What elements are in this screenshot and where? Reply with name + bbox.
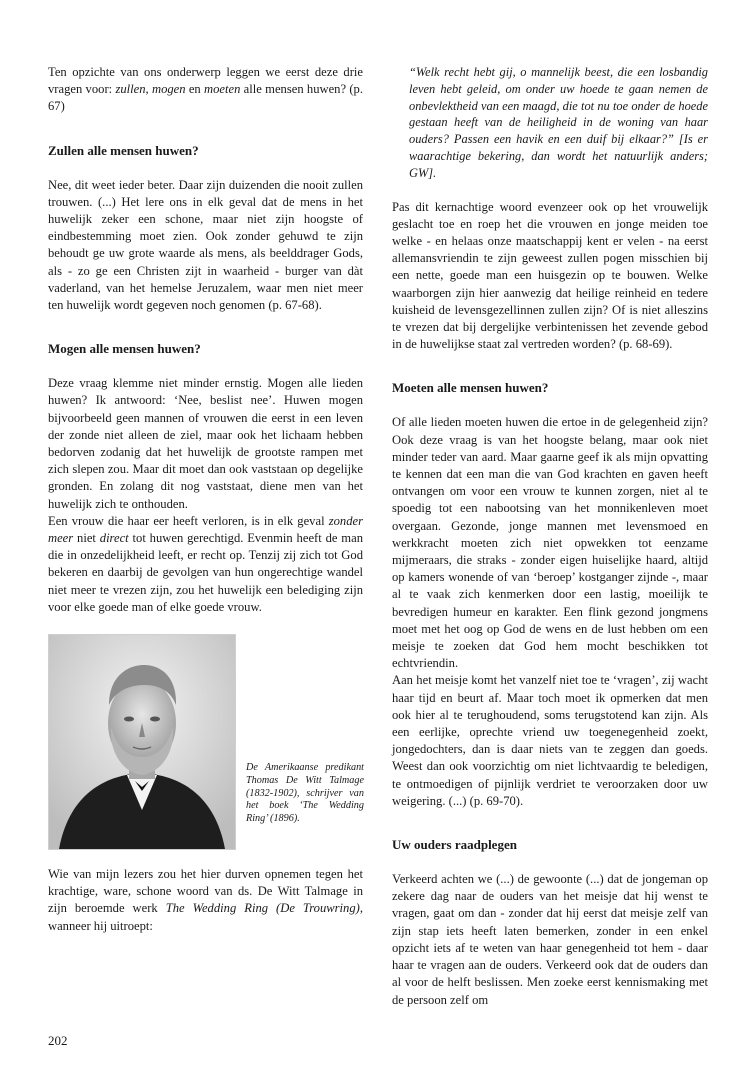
paragraph-moeten-2: Aan het meisje komt het vanzelf niet toe te ‘vragen’, zij wacht haar tijd en beurt af. Maar toch moet ik opmerken dat men ook hier al te terughoudend, soms terugstotend kan zijn. Als een eerlijke, oprechte vriend uw toegenegenheid zoekt, jongedochters, dan is daar niets van te zeggen dan goeds. Weest dan ook voorzichtig om niet lichtvaardig te beledigen, te ontmoedigen of pijnlijk verdriet te veroorzaken door uw weigering. (...) (p. 69-70). [392, 673, 708, 808]
paragraph-moeten-1: Of alle lieden moeten huwen die ertoe in de gelegenheid zijn? Ook deze vraag is van het hoogste belang, maar ook niet minder teder van aard. Maar gaarne geef ik als mijn opvatting te kennen dat een man die van God krachten en gaven heeft ontvangen om voor een vrouw te kunnen zorgen, niet al te spoedig tot een nabootsing van het monnikenleven moet overgaan. Gezonde, jonge mannen met levensmoed en werkkracht moeten zich niet opwekken tot eenzame mijmeraars, die straks - zonder eigen huiselijke haard, altijd op kamers wonende of van ‘beroep’ kostganger zijnde -, maar al te vaak zich kenmerken door een lastig, moeilijk te bevredigen humeur en karakter. Een flink gezond jongmens moet met het oog op God de wens en de lust hebben om een meisje te zoeken dat God hem mocht beschikken tot echtvriendin. [392, 415, 708, 671]
heading-mogen: Mogen alle mensen huwen? [48, 341, 201, 357]
left-column [48, 64, 363, 935]
right-column [392, 64, 708, 1009]
paragraph-zullen: Nee, dit weet ieder beter. Daar zijn duizenden die nooit zullen trouwen. (...) Het lere ons in elk geval dat de mens in het huwelijk zeker een schone, maar niet zijn hoogste of eindbestemming moet zien. Ook zonder gehuwd te zijn behoudt ge uw grote waarde als mens, als beelddrager Gods, als - zo ge een Christen zijt in waarheid - burger van dàt vaderland, van het hemelse Jeruzalem, waar men niet meer ten huwelijk wordt gegeven noch genomen (p. 67-68). [48, 177, 363, 313]
quote-text: “Welk recht hebt gij, o mannelijk beest, die een losbandig leven hebt geleid, om onder uw hoede te gaan nemen de onbevlektheid van een maagd, die tot nu toe onder de hoede gestaan heeft van de heiligheid in de woning van haar ouders? Passen een havik en een duif bij elkaar?” [Is er waarachtige bekering, dan wordt het natuurlijk anders; GW]. [409, 65, 708, 180]
paragraph-mogen-2: Een vrouw die haar eer heeft verloren, is in elk geval zonder meer niet direct tot huwen gerechtigd. Evenmin heeft de man die in onzedelijkheid leeft, er recht op. Tenzij zij zich tot God bekeren en daarbij de gevolgen van hun ongerechtige wandel niet meer te vrezen zijn, zou het huwelijk een belediging zijn voor elke goede man of elke goede vrouw. [48, 513, 363, 614]
paragraph-ouders: Verkeerd achten we (...) de gewoonte (...) dat de jongeman op zekere dag naar de ouders van het meisje dat hij wenst te vragen, gaat om dan - zonder dat hij eerst dat meisje zelf van zijn stap iets heeft laten bemerken, zonder in een enkel opzicht iets af te weten van haar genegenheid tot hem - daar haar te vragen aan de ouders. Verkeerd ook dat de ouders dan al voor de helft beslissen. Men zoeke eerst kennismaking met de persoon zelf om [392, 872, 708, 1007]
figure [48, 634, 363, 852]
intro-paragraph: Ten opzichte van ons onderwerp leggen we eerst deze drie vragen voor: zullen, mogen en moeten alle mensen huwen? (p. 67) [48, 65, 363, 114]
paragraph-talmage: Wie van mijn lezers zou het hier durven opnemen tegen het krachtige, ware, schone woord van ds. De Witt Talmage in zijn beroemde werk The Wedding Ring (De Trouwring), wanneer hij uitroept: [48, 867, 364, 933]
portrait-image [49, 635, 235, 849]
paragraph-mogen-1: Deze vraag klemme niet minder ernstig. Mogen alle lieden huwen? Ik antwoord: ‘Nee, beslist nee’. Huwen mogen bijvoorbeeld geen mannen of vrouwen die eerst in een leven der zonde niet alleen de ziel, maar ook het lichaam hebben bedorven zodanig dat het huwelijk de grootste rampen met zich slepen zou. Maar dit moet dan ook vaststaan op degelijke gronden. En zolang dit nog vaststaat, diene men van het huwelijk zich te onthouden. [48, 376, 363, 511]
portrait-photo [48, 634, 236, 850]
heading-moeten: Moeten alle mensen huwen? [392, 380, 549, 396]
heading-ouders: Uw ouders raadplegen [392, 837, 517, 853]
page-number: 202 [48, 1033, 68, 1048]
heading-zullen: Zullen alle mensen huwen? [48, 142, 199, 158]
photo-caption: De Amerikaanse predikant Thomas De Witt Talmage (1832-1902), schrijver van het boek ‘The Wedding Ring’ (1896). [246, 762, 364, 825]
paragraph-vrouwelijk: Pas dit kernachtige woord evenzeer ook op het vrouwelijk geslacht toe en roep het die vrouwen en jonge meiden toe welke - en helaas onze maatschappij kent er velen - na eerst allemansvriendin te zijn geweest zullen pogen misschien bij een nette, goede man een huisgezin op te bouwen. Welke waarborgen zijn hier aanwezig dat heilige reinheid en tedere kuisheid de levensgezellinnen zullen zijn? Of is niet alleszins te vrezen dat bij dergelijke verbintenissen het zevende gebod in de huwelijkse staat zal vertreden worden? (p. 68-69). [392, 199, 708, 352]
block-quote [392, 64, 708, 182]
